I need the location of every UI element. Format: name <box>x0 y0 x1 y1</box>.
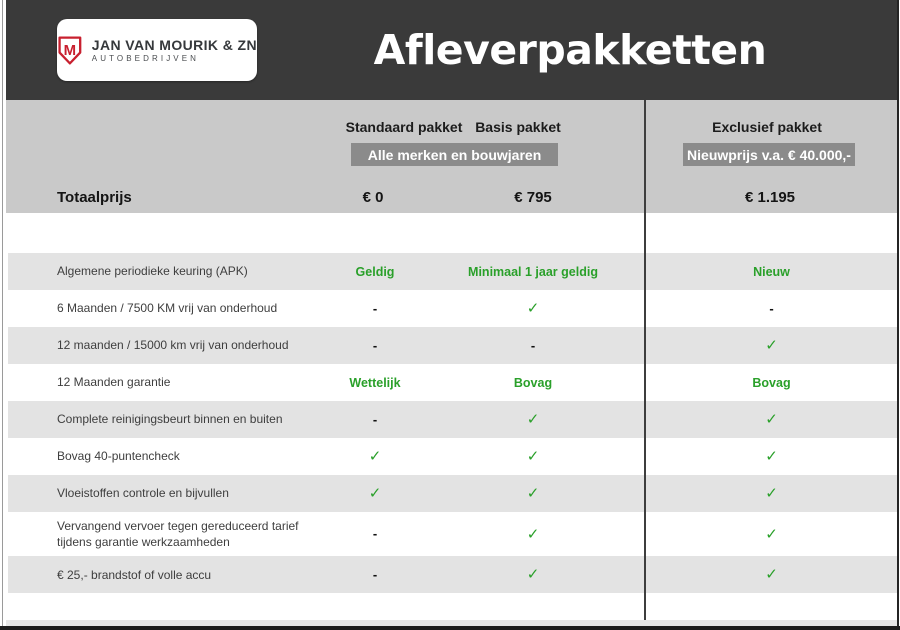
check-icon: ✓ <box>765 566 778 584</box>
badge-nieuwprijs: Nieuwprijs v.a. € 40.000,- <box>683 143 855 166</box>
table-row <box>8 438 897 475</box>
check-icon: ✓ <box>765 411 778 428</box>
column-header-basis: Basis pakket <box>475 119 561 135</box>
table-row <box>8 364 897 401</box>
page-title: Afleverpakketten <box>373 26 767 74</box>
logo-monogram: M <box>63 41 77 59</box>
standaard-value <box>330 374 420 392</box>
table-row <box>8 290 897 327</box>
cell-value: - <box>372 337 378 353</box>
basis-value <box>420 525 646 544</box>
check-icon: ✓ <box>526 485 540 502</box>
exclusief-value <box>646 300 897 318</box>
column-header-exclusief: Exclusief pakket <box>712 119 822 135</box>
cell-value: - <box>372 300 378 316</box>
feature-label: 6 Maanden / 7500 KM vrij van onderhoud <box>57 301 278 316</box>
basis-value <box>420 374 646 392</box>
feature-label: Bovag 40-puntencheck <box>57 449 180 464</box>
table-row <box>8 401 897 438</box>
logo-subtitle: AUTOBEDRIJVEN <box>91 53 200 63</box>
check-icon: ✓ <box>765 525 778 543</box>
feature-label: Complete reinigingsbeurt binnen en buiten <box>57 412 283 427</box>
standaard-value <box>330 337 420 355</box>
check-icon: ✓ <box>526 566 540 584</box>
basis-value <box>420 337 646 355</box>
exclusief-value <box>646 447 897 466</box>
exclusief-value <box>646 374 897 392</box>
feature-label: Vloeistoffen controle en bijvullen <box>57 486 229 501</box>
cell-value: - <box>372 411 378 427</box>
total-basis: € 795 <box>514 189 552 206</box>
standaard-value <box>330 484 420 503</box>
total-exclusief: € 1.195 <box>744 189 796 206</box>
package-header-band <box>6 100 897 213</box>
cell-value: - <box>769 300 774 316</box>
badge-alle-merken: Alle merken en bouwjaren <box>351 143 558 166</box>
cell-value: Bovag <box>513 375 553 390</box>
basis-value <box>420 263 646 281</box>
bottom-black-bar <box>0 626 900 630</box>
check-icon: ✓ <box>526 525 540 543</box>
page-left-border <box>2 0 3 630</box>
feature-label: € 25,- brandstof of volle accu <box>57 567 212 582</box>
check-icon: ✓ <box>526 411 540 428</box>
standaard-value <box>330 525 420 543</box>
exclusief-value <box>646 484 897 503</box>
basis-value <box>420 410 646 429</box>
check-icon: ✓ <box>526 448 540 465</box>
exclusief-value <box>646 336 897 355</box>
cell-value: Nieuw <box>753 264 790 279</box>
feature-label: Vervangend vervoer tegen gereduceerd tarief tijdens garantie werkzaamheden <box>57 519 299 550</box>
logo-company-name: JAN VAN MOURIK & ZN <box>91 36 257 53</box>
shield-m-icon <box>57 28 83 73</box>
basis-value <box>420 447 646 466</box>
check-icon: ✓ <box>765 337 778 354</box>
feature-label: Algemene periodieke keuring (APK) <box>57 264 248 279</box>
basis-value <box>420 299 646 318</box>
table-row <box>8 327 897 364</box>
column-header-standaard: Standaard pakket <box>345 119 463 135</box>
dealer-logo <box>57 19 257 81</box>
cell-value: - <box>372 526 378 542</box>
standaard-value <box>330 300 420 318</box>
check-icon: ✓ <box>368 448 382 465</box>
exclusief-value <box>646 565 897 584</box>
basis-value <box>420 565 646 584</box>
standaard-value <box>330 263 420 281</box>
totals-label: Totaalprijs <box>57 189 132 206</box>
table-row <box>8 253 897 290</box>
totals-row <box>6 184 897 213</box>
header-bar <box>6 0 897 100</box>
cell-value: Minimaal 1 jaar geldig <box>468 264 598 279</box>
table-row <box>8 556 897 593</box>
cell-value: - <box>530 337 536 353</box>
column-divider-line <box>644 100 646 627</box>
exclusief-value <box>646 410 897 429</box>
table-row <box>8 512 897 556</box>
feature-label: 12 Maanden garantie <box>57 375 171 390</box>
logo-text <box>92 37 257 63</box>
cell-value: Bovag <box>752 375 791 390</box>
exclusief-value <box>646 525 897 544</box>
basis-value <box>420 484 646 503</box>
standaard-value <box>330 411 420 429</box>
standaard-value <box>330 566 420 584</box>
check-icon: ✓ <box>765 448 778 465</box>
exclusief-value <box>646 263 897 281</box>
check-icon: ✓ <box>368 485 382 502</box>
cell-value: Geldig <box>355 264 395 279</box>
page-right-border <box>897 0 899 630</box>
feature-label: 12 maanden / 15000 km vrij van onderhoud <box>57 338 289 353</box>
total-standaard: € 0 <box>362 189 384 206</box>
check-icon: ✓ <box>765 485 778 502</box>
standaard-value <box>330 447 420 466</box>
comparison-table <box>8 253 897 593</box>
table-row <box>8 475 897 512</box>
check-icon: ✓ <box>526 300 540 317</box>
cell-value: - <box>372 566 378 582</box>
cell-value: Wettelijk <box>349 375 401 390</box>
